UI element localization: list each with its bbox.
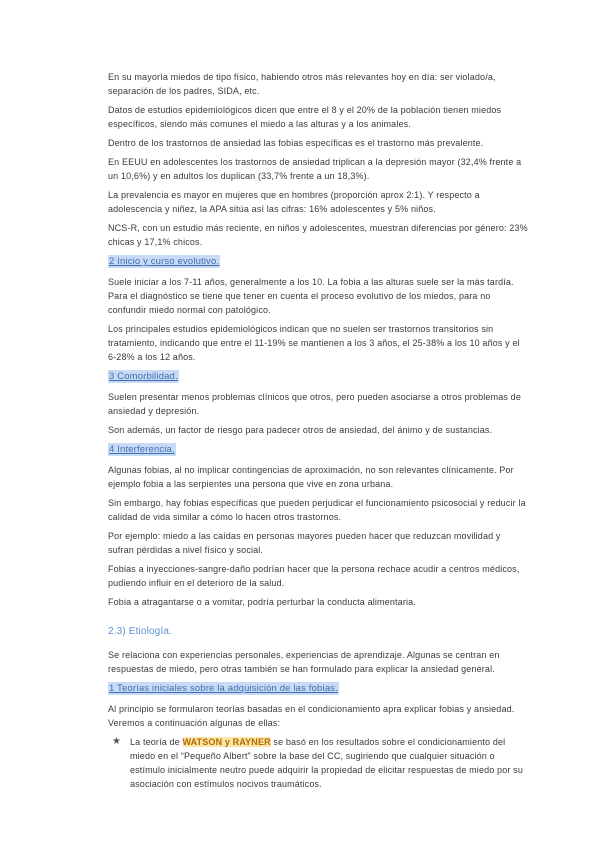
paragraph: Son además, un factor de riesgo para padecer otros de ansiedad, del ánimo y de sustancias. — [108, 425, 493, 435]
highlighted-term: WATSON y RAYNER — [182, 737, 271, 747]
document-body — [108, 70, 528, 796]
bullet-item-watson — [108, 735, 528, 791]
paragraph: Dentro de los trastornos de ansiedad las fobias específicas es el trastorno más prevalente. — [108, 138, 484, 148]
paragraph: La prevalencia es mayor en mujeres que en hombres (proporción aprox 2:1). Y respecto a adolescencia y niñez, la APA sitúa así las cifras: 16% adolescentes y 5% niños. — [108, 190, 480, 214]
section-title-etiologia: 2.3) Etiología. — [108, 626, 172, 637]
paragraph: Por ejemplo: miedo a las caídas en personas mayores pueden hacer que reduzcan movilidad y sufran pérdidas a nivel físico y social. — [108, 531, 501, 555]
heading-inicio-curso: 2 Inicio y curso evolutivo. — [109, 256, 220, 267]
paragraph: Se relaciona con experiencias personales, experiencias de aprendizaje. Algunas se centran en respuestas de miedo, pero otras también se han formulado para explicar la ansiedad general. — [108, 650, 500, 674]
heading-teorias-iniciales: 1 Teorías iniciales sobre la adquisición de las fobias. — [109, 683, 338, 694]
heading-comorbilidad: 3 Comorbilidad. — [109, 371, 178, 382]
paragraph: En EEUU en adolescentes los trastornos de ansiedad triplican a la depresión mayor (32,4% frente a un 10,6%) y en adultos los duplican (33,7% frente a un 18,3%). — [108, 157, 522, 181]
paragraph: Fobias a inyecciones-sangre-daño podrían hacer que la persona rechace acudir a centros médicos, pudiendo influir en el deterioro de la salud. — [108, 564, 520, 588]
paragraph: Sin embargo, hay fobias específicas que pueden perjudicar el funcionamiento psicosocial y reducir la calidad de vida similar a cómo lo hacen otros trastornos. — [108, 498, 526, 522]
heading-interferencia: 4 Interferencia. — [109, 444, 175, 455]
paragraph: Suele iniciar a los 7-11 años, generalmente a los 10. La fobia a las alturas suele ser la más tardía. Para el diagnóstico se tiene que tener en cuenta el proceso evolutivo de los miedos, para no confundir miedo normal con patológico. — [108, 277, 514, 315]
paragraph: Los principales estudios epidemiológicos indican que no suelen ser trastornos transitorios sin tratamiento, indicando que entre el 11-19% se mantienen a los 3 años, el 25-38% a los 10 años y el 6-28% a los 12 años. — [108, 324, 520, 362]
star-bullet-icon: ★ — [112, 736, 122, 747]
paragraph: Al principio se formularon teorías basadas en el condicionamiento apra explicar fobias y ansiedad. Veremos a continuación algunas de ellas: — [108, 704, 515, 728]
paragraph: Fobia a atragantarse o a vomitar, podría perturbar la conducta alimentaria. — [108, 597, 416, 607]
bullet-text: se basó en los resultados sobre el condicionamiento del miedo en el “Pequeño Albert” sobre la base del CC, sugiriendo que cualquier situación o estímulo inicialmente neutro puede adquirir la propiedad de elicitar respuestas de miedo por su asociación con estímulos nocivos traumáticos. — [130, 737, 523, 789]
bullet-prefix: La teoría de — [130, 737, 183, 747]
paragraph: Algunas fobias, al no implicar contingencias de aproximación, no son relevantes clínicamente. Por ejemplo fobia a las serpientes una persona que vive en zona urbana. — [108, 465, 514, 489]
paragraph: Suelen presentar menos problemas clínicos que otros, pero pueden asociarse a otros problemas de ansiedad y depresión. — [108, 392, 521, 416]
paragraph: En su mayoría miedos de tipo físico, habiendo otros más relevantes hoy en día: ser violado/a, separación de los padres, SIDA, etc. — [108, 72, 496, 96]
paragraph: Datos de estudios epidemiológicos dicen que entre el 8 y el 20% de la población tienen miedos específicos, siendo más comunes el miedo a las alturas y a los animales. — [108, 105, 502, 129]
paragraph: NCS-R, con un estudio más reciente, en niños y adolescentes, muestran diferencias por género: 23% chicas y 17,1% chicos. — [108, 223, 528, 247]
